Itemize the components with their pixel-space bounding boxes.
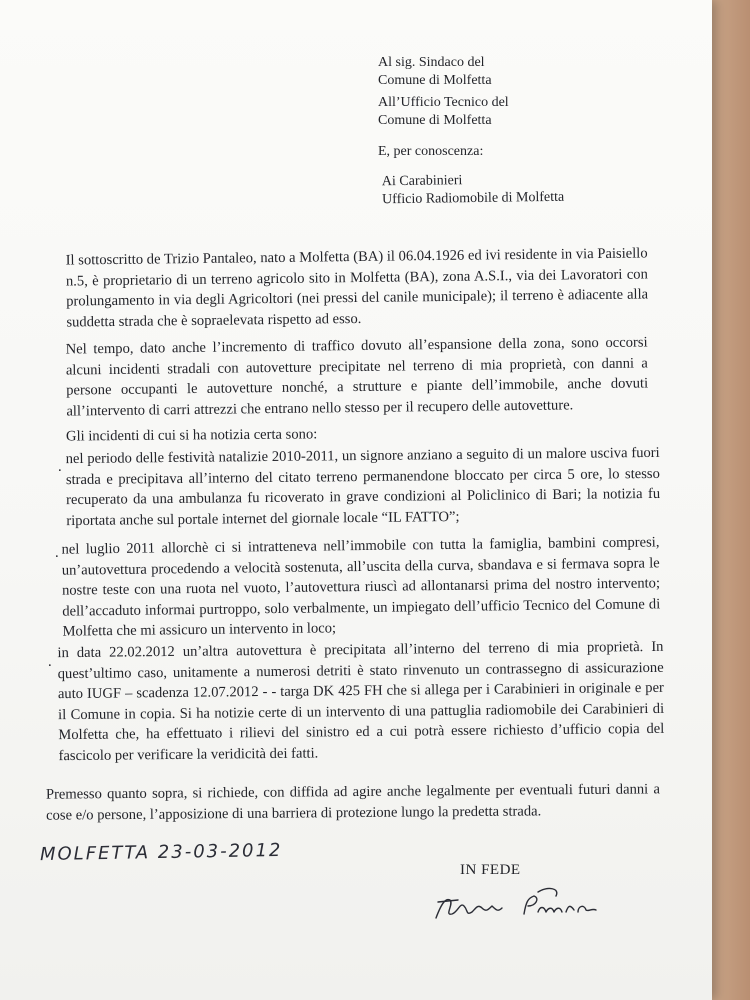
- incident-2: nel luglio 2011 allorchè ci si intratteneva nell’immobile con tutta la famiglia, bambini compresi, un’autovettura procedendo a velocità sostenuta, all’uscita della curva, sbandava e si fermava sopra le nostre teste con una ruota nel vuoto, l’autovettura riuscì ad allontanarsi prima del nostro intervento; dell’accaduto informai purtroppo, solo verbalmente, un impiegato dell’ufficio Tecnico del Comune di Molfetta che mi assicuro un intervento in loco;: [61, 534, 661, 640]
- bullet-3-mark: .: [48, 654, 52, 670]
- list-intro: Gli incidenti di cui si ha notizia certa sono:: [65, 426, 318, 445]
- signoff-in-fede: IN FEDE: [460, 862, 521, 878]
- incident-1: nel periodo delle festività natalizie 2010-2011, un signore anziano a seguito di un malore usciva fuori strada e precipitava all’interno del citato terreno permanendone bloccato per circa 5 ore, lo stesso recuperato da una ambulanza fu ricoverato in grave condizioni al Policlinico di Bari; la notizia fu riportata anche sul portale internet del giornale locale “IL FATTO”;: [65, 444, 661, 529]
- cc-text: E, per conoscenza:: [378, 144, 484, 159]
- bullet-1-mark: .: [58, 459, 62, 475]
- cc-label: [378, 143, 483, 161]
- handwritten-place-date: MOLFETTA 23-03-2012: [39, 839, 283, 866]
- recipient-carabinieri-line2: Ufficio Radiomobile di Molfetta: [382, 189, 565, 208]
- recipient-mayor-line2: Comune di Molfetta: [378, 73, 492, 88]
- recipient-carabinieri-line1: Ai Carabinieri: [381, 173, 463, 190]
- recipient-office-line1: All’Ufficio Tecnico del: [378, 95, 509, 110]
- context-paragraph: Nel tempo, dato anche l’incremento di traffico dovuto all’espansione della zona, sono occorsi alcuni incidenti stradali con autovetture precipitate nel terreno di mia proprietà, con danni a persone occupanti le autovetture nonché, a strutture e piante dell’immobile, anche dovuti all’intervento di carri attrezzi che entrano nello stesso per il recupero delle autovetture.: [65, 334, 649, 420]
- intro-paragraph: Il sottoscritto de Trizio Pantaleo, nato a Molfetta (BA) il 06.04.1926 ed ivi residente in via Paisiello n.5, è proprietario di un terreno agricolo sito in Molfetta (BA), zona A.S.I., via dei Lavoratori con prolungamento in via degli Agricoltori (nei pressi del canile municipale); il terreno è adiacente alla suddetta strada che è sopraelevata rispetto ad esso.: [65, 245, 649, 331]
- recipient-carabinieri: [382, 171, 565, 210]
- bullet-2-mark: .: [55, 545, 59, 561]
- recipient-technical-office: [378, 94, 509, 130]
- recipient-mayor: [378, 54, 492, 90]
- handwritten-signature: [428, 872, 608, 932]
- desk-background: [710, 0, 750, 1000]
- incident-3: in data 22.02.2012 un’altra autovettura è precipitata all’interno del terreno di mia proprietà. In quest’ultimo caso, unitamente a numerosi detriti è stato rinvenuto un contrassegno di assicurazione auto IUGF – scadenza 12.07.2012 - - targa DK 425 FH che si allega per i Carabinieri in originale e per il Comune in copia. Si ha notizie certe di un intervento di una pattuglia radiomobile dei Carabinieri di Molfetta che, ha effettuato i rilievi del sinistro ed a cui potrà essere richiesto d’ufficio copia del fascicolo per verificare la veridicità dei fatti.: [57, 638, 665, 764]
- recipient-mayor-line1: Al sig. Sindaco del: [378, 55, 485, 70]
- request-paragraph: Premesso quanto sopra, si richiede, con diffida ad agire anche legalmente per eventuali futuri danni a cose e/o persone, l’apposizione di una barriera di protezione lungo la predetta strada.: [45, 781, 660, 824]
- recipient-office-line2: Comune di Molfetta: [378, 113, 492, 128]
